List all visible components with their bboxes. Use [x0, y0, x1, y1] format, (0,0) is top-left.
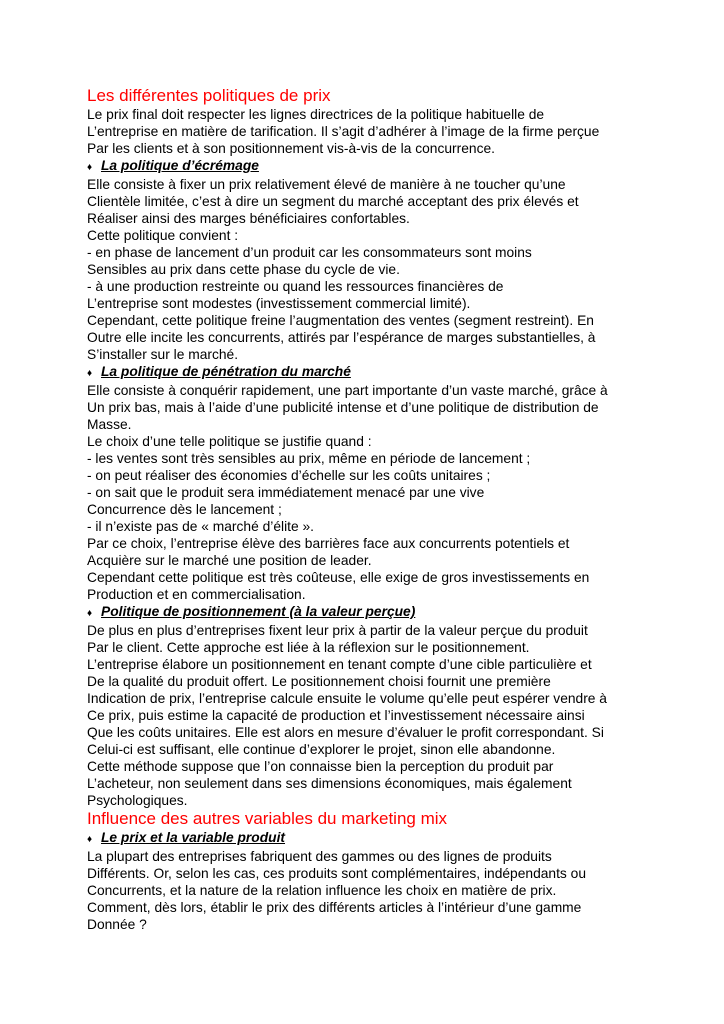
paragraph-line: Cependant cette politique est très coûteuse, elle exige de gros investissements en: [87, 570, 590, 585]
paragraph-line: Concurrence dès le lancement ;: [87, 502, 282, 517]
paragraph-line: Sensibles au prix dans cette phase du cycle de vie.: [87, 262, 400, 277]
subsection-label: Politique de positionnement (à la valeur perçue): [101, 604, 416, 619]
paragraph-line: L’acheteur, non seulement dans ses dimensions économiques, mais également: [87, 776, 572, 791]
subsection-label: La politique d’écrémage: [101, 158, 259, 173]
paragraph-line: Réaliser ainsi des marges bénéficiaires confortables.: [87, 211, 410, 226]
paragraph-line: L’entreprise en matière de tarification. Il s’agit d’adhérer à l’image de la firme perçue: [87, 124, 600, 139]
paragraph-line: De la qualité du produit offert. Le positionnement choisi fournit une première: [87, 674, 551, 689]
diamond-bullet-icon: ♦: [87, 162, 93, 173]
paragraph-line: Comment, dès lors, établir le prix des différents articles à l’intérieur d’une gamme: [87, 900, 582, 915]
paragraph-line: De plus en plus d’entreprises fixent leur prix à partir de la valeur perçue du produit: [87, 623, 588, 638]
paragraph-line: L’entreprise élabore un positionnement en tenant compte d’une cible particulière et: [87, 657, 592, 672]
paragraph-line: Le prix final doit respecter les lignes directrices de la politique habituelle de: [87, 107, 545, 122]
document-body: [87, 86, 647, 933]
subsection-label: Le prix et la variable produit: [101, 830, 286, 845]
paragraph-line: L’entreprise sont modestes (investissement commercial limité).: [87, 296, 471, 311]
paragraph-line: Psychologiques.: [87, 793, 188, 808]
subsection-heading: [87, 157, 647, 176]
paragraph-line: S’installer sur le marché.: [87, 347, 239, 362]
paragraph-line: Que les coûts unitaires. Elle est alors en mesure d’évaluer le profit correspondant. Si: [87, 725, 604, 740]
diamond-bullet-icon: ♦: [87, 608, 93, 619]
paragraph-line: Outre elle incite les concurrents, attirés par l’espérance de marges substantielles, à: [87, 330, 596, 345]
paragraph-line: Cependant, cette politique freine l’augmentation des ventes (segment restreint). En: [87, 313, 594, 328]
paragraph-line: Concurrents, et la nature de la relation influence les choix en matière de prix.: [87, 883, 557, 898]
paragraph-line: Cette méthode suppose que l’on connaisse bien la perception du produit par: [87, 759, 554, 774]
paragraph-line: Clientèle limitée, c’est à dire un segment du marché acceptant des prix élevés et: [87, 194, 579, 209]
paragraph-line: - à une production restreinte ou quand les ressources financières de: [87, 279, 504, 294]
paragraph-line: Indication de prix, l’entreprise calcule ensuite le volume qu’elle peut espérer vendre à: [87, 691, 607, 706]
paragraph-line: Par ce choix, l’entreprise élève des barrières face aux concurrents potentiels et: [87, 536, 570, 551]
diamond-bullet-icon: ♦: [87, 834, 93, 845]
section-title: Influence des autres variables du marketing mix: [87, 809, 448, 828]
subsection-heading: [87, 363, 647, 382]
paragraph-line: Le choix d’une telle politique se justifie quand :: [87, 434, 372, 449]
diamond-bullet-icon: ♦: [87, 368, 93, 379]
paragraph-line: Acquière sur le marché une position de leader.: [87, 553, 372, 568]
paragraph-line: Masse.: [87, 417, 132, 432]
paragraph-line: Elle consiste à fixer un prix relativement élevé de manière à ne toucher qu’une: [87, 177, 566, 192]
paragraph-line: Par le client. Cette approche est liée à la réflexion sur le positionnement.: [87, 640, 530, 655]
paragraph-line: - en phase de lancement d’un produit car les consommateurs sont moins: [87, 245, 532, 260]
subsection-heading: [87, 829, 647, 848]
paragraph-line: Elle consiste à conquérir rapidement, une part importante d’un vaste marché, grâce à: [87, 383, 608, 398]
paragraph-line: - les ventes sont très sensibles au prix, même en période de lancement ;: [87, 451, 531, 466]
paragraph-line: Donnée ?: [87, 917, 147, 932]
paragraph-line: Production et en commercialisation.: [87, 587, 306, 602]
paragraph-line: Celui-ci est suffisant, elle continue d’explorer le projet, sinon elle abandonne.: [87, 742, 556, 757]
paragraph-line: Ce prix, puis estime la capacité de production et l’investissement nécessaire ainsi: [87, 708, 585, 723]
paragraph-line: Différents. Or, selon les cas, ces produits sont complémentaires, indépendants ou: [87, 866, 586, 881]
section-title: Les différentes politiques de prix: [87, 86, 331, 105]
subsection-heading: [87, 603, 647, 622]
paragraph-line: - on sait que le produit sera immédiatement menacé par une vive: [87, 485, 485, 500]
paragraph-line: Un prix bas, mais à l’aide d’une publicité intense et d’une politique de distribution de: [87, 400, 599, 415]
paragraph-line: - on peut réaliser des économies d’échelle sur les coûts unitaires ;: [87, 468, 491, 483]
subsection-label: La politique de pénétration du marché: [101, 364, 351, 379]
paragraph-line: La plupart des entreprises fabriquent des gammes ou des lignes de produits: [87, 849, 552, 864]
paragraph-line: - il n’existe pas de « marché d’élite ».: [87, 519, 314, 534]
paragraph-line: Par les clients et à son positionnement vis-à-vis de la concurrence.: [87, 141, 495, 156]
paragraph-line: Cette politique convient :: [87, 228, 239, 243]
